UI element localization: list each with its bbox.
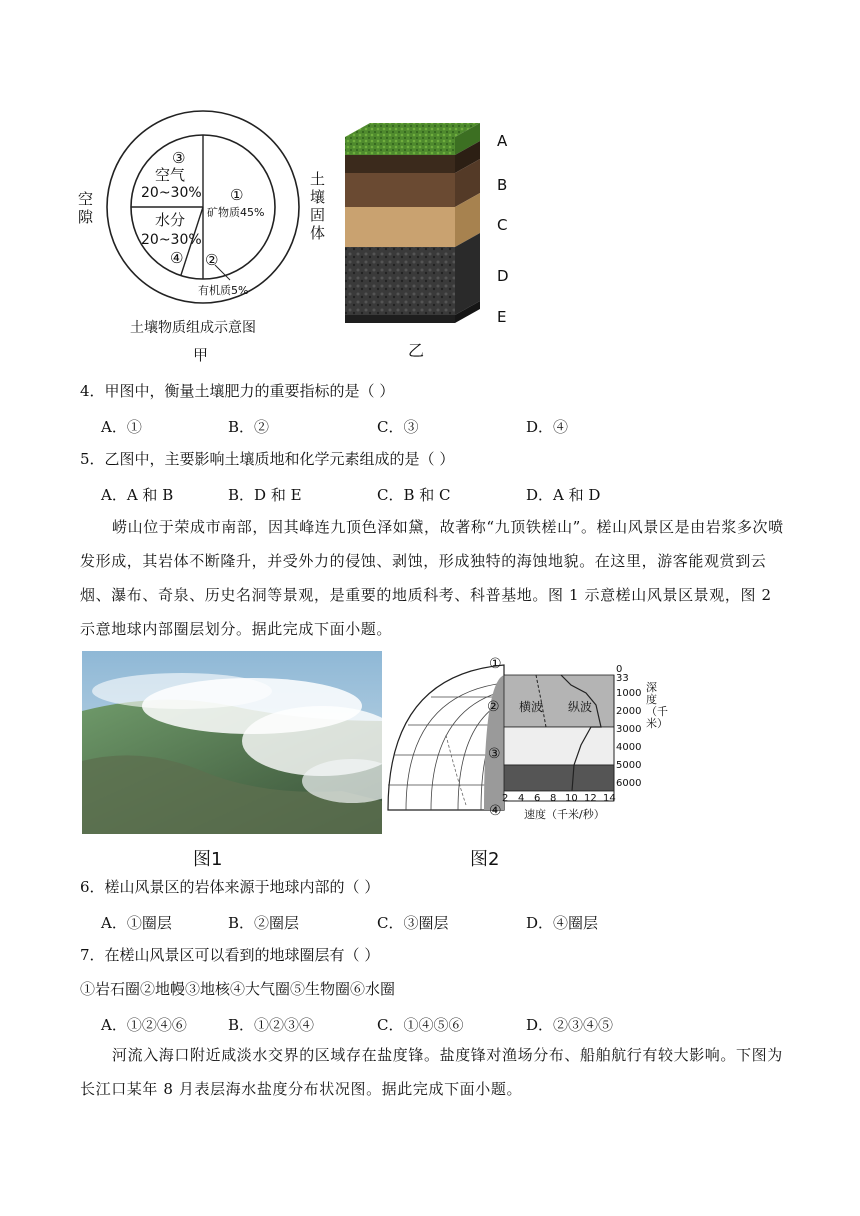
mineral-label: 矿物质45% <box>207 206 265 219</box>
layer-label-a: A <box>497 132 508 150</box>
s-wave-label: 横波 <box>519 700 544 714</box>
q7-option-c[interactable]: C．①④⑤⑥ <box>377 1016 464 1034</box>
speed-tick-2: 2 <box>502 793 509 804</box>
q4-option-b[interactable]: B．② <box>228 418 270 436</box>
soil-profile-image <box>340 115 490 340</box>
p-wave-label: 纵波 <box>568 700 593 714</box>
q5-option-c[interactable]: C．B 和 C <box>377 486 451 504</box>
passage-chashan: 崂山位于荣成市南部，因其峰连九顶色泽如黛，故著称“九顶铁槎山”。槎山风景区是由岩浆多次喷发形成，其岩体不断隆升，并受外力的侵蚀、剥蚀，形成独特的海蚀地貌。在这里，游客能观赏到云烟、瀑布、奇泉、历史名洞等景观，是重要的地质科考、科普基地。图 1 示意槎山风景区景观，图 2 示意地球内部圈层划分。据此完成下面小题。 <box>80 518 784 638</box>
figure-jia-label: 甲 <box>193 346 209 364</box>
soil-profile-figure <box>340 115 490 340</box>
speed-tick-14: 14 <box>603 793 616 804</box>
q5-option-d[interactable]: D．A 和 D <box>526 486 601 504</box>
water-label: 水分 <box>155 211 186 229</box>
q6-option-d[interactable]: D．④圈层 <box>526 914 599 932</box>
q7-option-a[interactable]: A．①②④⑥ <box>101 1016 187 1034</box>
figure-1-label: 图1 <box>193 849 223 870</box>
q6-option-c[interactable]: C．③圈层 <box>377 914 449 932</box>
depth-tick-0: 0 <box>616 664 623 675</box>
figure-1-photo <box>82 651 382 834</box>
layer-label-d: D <box>497 267 509 285</box>
water-number: ④ <box>170 249 184 267</box>
q7-option-b[interactable]: B．①②③④ <box>228 1016 315 1034</box>
organic-label: 有机质5% <box>198 284 249 297</box>
layer-label-b: B <box>497 176 508 194</box>
question-5-stem: 5．乙图中，主要影响土壤质地和化学元素组成的是（ ） <box>80 450 455 468</box>
depth-tick-3000: 3000 <box>616 724 642 735</box>
layer-label-e: E <box>497 308 507 326</box>
q7-choices-line: ①岩石圈②地幔③地核④大气圈⑤生物圈⑥水圈 <box>80 980 396 998</box>
layer-circle-1: ① <box>489 656 502 672</box>
speed-axis-title: 速度（千米/秒） <box>524 808 605 821</box>
q4-option-d[interactable]: D．④ <box>526 418 569 436</box>
speed-tick-4: 4 <box>518 793 525 804</box>
q7-option-d[interactable]: D．②③④⑤ <box>526 1016 614 1034</box>
question-7-stem: 7．在槎山风景区可以看到的地球圈层有（ ） <box>80 946 380 964</box>
figure-2-label: 图2 <box>470 849 500 870</box>
q4-option-c[interactable]: C．③ <box>377 418 419 436</box>
speed-tick-12: 12 <box>584 793 597 804</box>
depth-tick-6000: 6000 <box>616 778 642 789</box>
depth-tick-4000: 4000 <box>616 742 642 753</box>
gap-label: 空隙 <box>78 190 94 226</box>
q5-option-a[interactable]: A．A 和 B <box>101 486 174 504</box>
speed-tick-6: 6 <box>534 793 541 804</box>
solid-label: 土壤固体 <box>310 170 326 242</box>
question-4-stem: 4．甲图中，衡量土壤肥力的重要指标的是（ ） <box>80 382 395 400</box>
mineral-number: ① <box>230 186 244 204</box>
figure-jia-title: 土壤物质组成示意图 <box>130 320 256 336</box>
question-6-stem: 6．槎山风景区的岩体来源于地球内部的（ ） <box>80 878 380 896</box>
figure-yi-label: 乙 <box>408 341 425 360</box>
speed-tick-10: 10 <box>565 793 578 804</box>
layer-circle-4: ④ <box>489 803 502 819</box>
depth-tick-2000: 2000 <box>616 706 642 717</box>
organic-number: ② <box>205 251 219 269</box>
q6-option-b[interactable]: B．②圈层 <box>228 914 300 932</box>
depth-tick-33: 33 <box>616 673 629 684</box>
layer-circle-3: ③ <box>488 746 501 762</box>
depth-tick-5000: 5000 <box>616 760 642 771</box>
air-percent: 20~30% <box>141 185 202 201</box>
q5-option-b[interactable]: B．D 和 E <box>228 486 302 504</box>
depth-axis-title: 深度（千米） <box>646 681 668 730</box>
water-percent: 20~30% <box>141 232 202 248</box>
speed-tick-8: 8 <box>550 793 557 804</box>
passage-salinity-front: 河流入海口附近咸淡水交界的区域存在盐度锋。盐度锋对渔场分布、船舶航行有较大影响。下图为长江口某年 8 月表层海水盐度分布状况图。据此完成下面小题。 <box>80 1046 783 1098</box>
layer-circle-2: ② <box>487 699 500 715</box>
air-number: ③ <box>172 149 186 167</box>
q4-option-a[interactable]: A．① <box>101 418 142 436</box>
q6-option-a[interactable]: A．①圈层 <box>101 914 172 932</box>
air-label: 空气 <box>155 166 186 184</box>
layer-label-c: C <box>497 216 508 234</box>
depth-tick-1000: 1000 <box>616 688 642 699</box>
